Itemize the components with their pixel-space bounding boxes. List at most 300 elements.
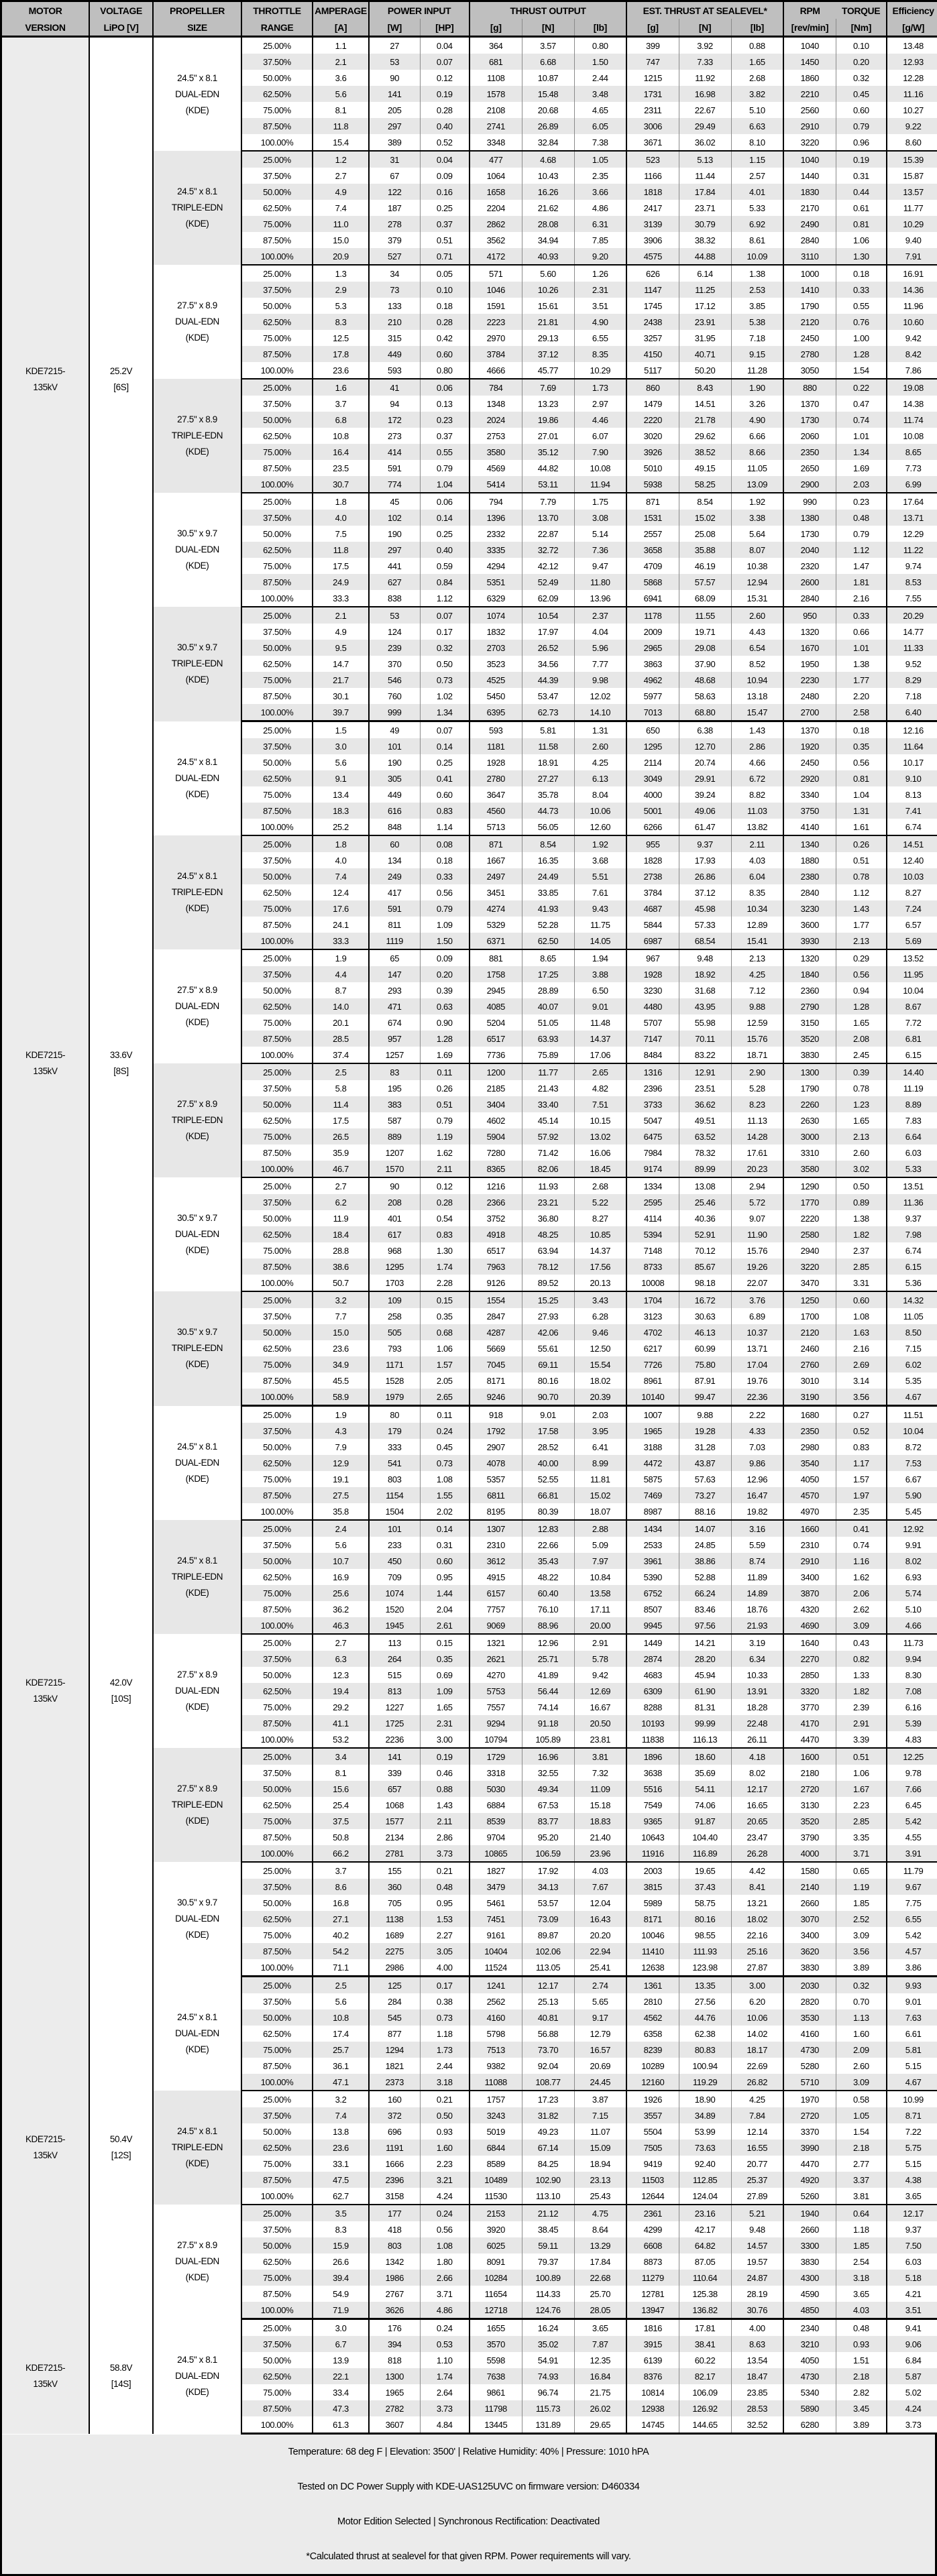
- header-propeller-sub: SIZE: [153, 19, 241, 37]
- cell-power-w: 813: [369, 1683, 420, 1699]
- cell-efficiency: 8.30: [887, 1667, 937, 1683]
- cell-efficiency: 8.65: [887, 444, 937, 460]
- cell-amperage: 5.6: [313, 1993, 369, 2009]
- cell-efficiency: 10.99: [887, 2091, 937, 2107]
- cell-thrust-n: 84.25: [522, 2156, 574, 2172]
- cell-power-w: 1821: [369, 2058, 420, 2074]
- cell-est-thrust-lb: 15.47: [731, 704, 783, 721]
- cell-torque: 2.69: [836, 1356, 887, 1372]
- cell-throttle: 50.00%: [241, 1439, 313, 1455]
- cell-rpm: 4050: [783, 1471, 836, 1487]
- cell-rpm: 4170: [783, 1715, 836, 1731]
- cell-est-thrust-n: 58.75: [679, 1895, 731, 1911]
- cell-throttle: 87.50%: [241, 688, 313, 704]
- cell-thrust-n: 49.34: [522, 1781, 574, 1797]
- cell-est-thrust-lb: 2.57: [731, 168, 783, 184]
- cell-power-hp: 1.19: [420, 1128, 470, 1145]
- cell-rpm: 2120: [783, 1324, 836, 1340]
- cell-est-thrust-g: 1828: [626, 852, 679, 868]
- cell-rpm: 4850: [783, 2302, 836, 2319]
- cell-thrust-lb: 6.13: [574, 770, 626, 786]
- cell-efficiency: 17.64: [887, 493, 937, 510]
- cell-rpm: 3400: [783, 1569, 836, 1585]
- cell-power-w: 179: [369, 1423, 420, 1439]
- cell-est-thrust-g: 5117: [626, 362, 679, 379]
- cell-est-thrust-lb: 12.96: [731, 1471, 783, 1487]
- cell-power-hp: 1.74: [420, 1258, 470, 1275]
- cell-est-thrust-g: 3638: [626, 1765, 679, 1781]
- cell-rpm: 5260: [783, 2188, 836, 2205]
- cell-torque: 1.57: [836, 1471, 887, 1487]
- cell-torque: 0.58: [836, 2091, 887, 2107]
- cell-est-thrust-g: 9174: [626, 1161, 679, 1177]
- cell-efficiency: 4.67: [887, 1389, 937, 1406]
- cell-throttle: 75.00%: [241, 672, 313, 688]
- cell-torque: 2.18: [836, 2368, 887, 2384]
- cell-rpm: 3600: [783, 917, 836, 933]
- cell-efficiency: 5.69: [887, 933, 937, 949]
- cell-power-w: 3626: [369, 2302, 420, 2319]
- cell-est-thrust-n: 31.68: [679, 982, 731, 998]
- cell-amperage: 5.6: [313, 754, 369, 770]
- cell-power-w: 195: [369, 1080, 420, 1096]
- header-rpm-unit: [rev/min]: [783, 19, 836, 37]
- cell-power-hp: 0.79: [420, 1112, 470, 1128]
- cell-thrust-g: 3523: [470, 656, 522, 672]
- cell-est-thrust-n: 45.94: [679, 1667, 731, 1683]
- cell-power-hp: 2.11: [420, 1161, 470, 1177]
- cell-power-hp: 0.95: [420, 1569, 470, 1585]
- cell-est-thrust-lb: 5.21: [731, 2205, 783, 2221]
- cell-power-w: 90: [369, 70, 420, 86]
- cell-efficiency: 8.27: [887, 884, 937, 900]
- cell-est-thrust-g: 12638: [626, 1959, 679, 1977]
- cell-efficiency: 13.51: [887, 1177, 937, 1194]
- cell-thrust-lb: 7.85: [574, 232, 626, 248]
- cell-efficiency: 6.61: [887, 2026, 937, 2042]
- cell-efficiency: 19.08: [887, 379, 937, 396]
- cell-throttle: 87.50%: [241, 1258, 313, 1275]
- cell-torque: 2.08: [836, 1031, 887, 1047]
- cell-amperage: 20.9: [313, 248, 369, 265]
- cell-est-thrust-lb: 4.25: [731, 2091, 783, 2107]
- cell-thrust-n: 37.12: [522, 346, 574, 362]
- cell-throttle: 50.00%: [241, 1553, 313, 1569]
- cell-est-thrust-g: 523: [626, 151, 679, 168]
- cell-thrust-n: 91.18: [522, 1715, 574, 1731]
- cell-est-thrust-lb: 9.07: [731, 1210, 783, 1226]
- cell-thrust-g: 1216: [470, 1177, 522, 1194]
- cell-efficiency: 16.91: [887, 265, 937, 282]
- cell-power-w: 394: [369, 2336, 420, 2352]
- cell-torque: 1.12: [836, 542, 887, 558]
- cell-torque: 0.32: [836, 1977, 887, 1994]
- cell-torque: 0.29: [836, 949, 887, 966]
- cell-power-w: 838: [369, 590, 420, 607]
- cell-est-thrust-lb: 25.37: [731, 2172, 783, 2188]
- cell-thrust-n: 44.82: [522, 460, 574, 476]
- cell-throttle: 87.50%: [241, 1829, 313, 1845]
- cell-est-thrust-lb: 12.14: [731, 2123, 783, 2140]
- cell-est-thrust-g: 8171: [626, 1911, 679, 1927]
- cell-power-hp: 0.25: [420, 200, 470, 216]
- cell-amperage: 8.1: [313, 102, 369, 118]
- cell-est-thrust-g: 12160: [626, 2074, 679, 2091]
- cell-rpm: 1950: [783, 656, 836, 672]
- cell-rpm: 2340: [783, 2319, 836, 2337]
- cell-efficiency: 15.87: [887, 168, 937, 184]
- cell-est-thrust-n: 53.99: [679, 2123, 731, 2140]
- cell-thrust-lb: 2.44: [574, 70, 626, 86]
- cell-power-hp: 0.35: [420, 1308, 470, 1324]
- cell-power-w: 591: [369, 460, 420, 476]
- cell-est-thrust-lb: 5.72: [731, 1194, 783, 1210]
- cell-power-hp: 0.68: [420, 1324, 470, 1340]
- cell-thrust-lb: 1.50: [574, 54, 626, 70]
- cell-thrust-lb: 4.03: [574, 1862, 626, 1879]
- cell-est-thrust-lb: 15.41: [731, 933, 783, 949]
- cell-thrust-lb: 16.67: [574, 1699, 626, 1715]
- cell-thrust-g: 1046: [470, 282, 522, 298]
- cell-throttle: 75.00%: [241, 102, 313, 118]
- cell-amperage: 1.2: [313, 151, 369, 168]
- header-throttle: THROTTLE: [241, 2, 313, 19]
- cell-amperage: 22.1: [313, 2368, 369, 2384]
- header-efficiency-unit: [g/W]: [887, 19, 937, 37]
- cell-power-w: 889: [369, 1128, 420, 1145]
- header-est-n-unit: [N]: [679, 19, 731, 37]
- cell-est-thrust-n: 60.22: [679, 2352, 731, 2368]
- cell-throttle: 25.00%: [241, 1177, 313, 1194]
- cell-power-hp: 0.25: [420, 526, 470, 542]
- cell-thrust-g: 7513: [470, 2042, 522, 2058]
- cell-thrust-lb: 3.68: [574, 852, 626, 868]
- cell-est-thrust-g: 3658: [626, 542, 679, 558]
- cell-thrust-lb: 25.70: [574, 2286, 626, 2302]
- cell-thrust-g: 1792: [470, 1423, 522, 1439]
- cell-torque: 1.18: [836, 2221, 887, 2237]
- cell-thrust-n: 131.89: [522, 2416, 574, 2434]
- cell-amperage: 6.7: [313, 2336, 369, 2352]
- cell-thrust-lb: 13.02: [574, 1128, 626, 1145]
- cell-amperage: 18.4: [313, 1226, 369, 1242]
- cell-amperage: 33.4: [313, 2384, 369, 2400]
- cell-est-thrust-n: 14.51: [679, 396, 731, 412]
- cell-est-thrust-lb: 8.66: [731, 444, 783, 460]
- cell-efficiency: 6.40: [887, 704, 937, 721]
- cell-power-hp: 0.90: [420, 1014, 470, 1031]
- cell-efficiency: 3.51: [887, 2302, 937, 2319]
- cell-power-w: 1504: [369, 1503, 420, 1520]
- cell-thrust-n: 20.68: [522, 102, 574, 118]
- cell-throttle: 87.50%: [241, 118, 313, 134]
- cell-throttle: 87.50%: [241, 2172, 313, 2188]
- cell-throttle: 37.50%: [241, 1765, 313, 1781]
- cell-power-hp: 0.35: [420, 1651, 470, 1667]
- cell-throttle: 87.50%: [241, 803, 313, 819]
- cell-est-thrust-lb: 22.07: [731, 1275, 783, 1291]
- cell-throttle: 50.00%: [241, 2352, 313, 2368]
- cell-torque: 1.28: [836, 998, 887, 1014]
- cell-thrust-n: 16.35: [522, 852, 574, 868]
- cell-est-thrust-n: 29.08: [679, 640, 731, 656]
- cell-power-w: 515: [369, 1667, 420, 1683]
- cell-thrust-n: 12.96: [522, 1634, 574, 1651]
- cell-power-hp: 1.08: [420, 2237, 470, 2253]
- cell-amperage: 41.1: [313, 1715, 369, 1731]
- cell-amperage: 1.1: [313, 37, 369, 54]
- cell-throttle: 37.50%: [241, 1194, 313, 1210]
- cell-efficiency: 10.60: [887, 314, 937, 330]
- cell-thrust-lb: 10.06: [574, 803, 626, 819]
- cell-est-thrust-g: 1479: [626, 396, 679, 412]
- cell-est-thrust-g: 6608: [626, 2237, 679, 2253]
- cell-power-w: 418: [369, 2221, 420, 2237]
- cell-est-thrust-lb: 9.88: [731, 998, 783, 1014]
- cell-est-thrust-n: 25.46: [679, 1194, 731, 1210]
- cell-power-w: 1342: [369, 2253, 420, 2270]
- cell-est-thrust-n: 30.63: [679, 1308, 731, 1324]
- cell-est-thrust-lb: 13.91: [731, 1683, 783, 1699]
- cell-power-hp: 1.62: [420, 1145, 470, 1161]
- cell-torque: 2.23: [836, 1797, 887, 1813]
- cell-efficiency: 11.95: [887, 966, 937, 982]
- cell-est-thrust-lb: 1.15: [731, 151, 783, 168]
- cell-thrust-g: 571: [470, 265, 522, 282]
- cell-rpm: 4690: [783, 1617, 836, 1634]
- cell-throttle: 25.00%: [241, 2205, 313, 2221]
- cell-est-thrust-n: 17.81: [679, 2319, 731, 2337]
- cell-thrust-g: 3570: [470, 2336, 522, 2352]
- cell-est-thrust-n: 15.02: [679, 510, 731, 526]
- data-row: [2, 1406, 937, 1423]
- cell-rpm: 3050: [783, 362, 836, 379]
- cell-power-hp: 0.14: [420, 510, 470, 526]
- cell-thrust-n: 10.54: [522, 607, 574, 624]
- cell-thrust-g: 4270: [470, 1667, 522, 1683]
- cell-thrust-g: 9704: [470, 1829, 522, 1845]
- cell-thrust-lb: 8.04: [574, 786, 626, 803]
- cell-thrust-g: 4294: [470, 558, 522, 574]
- cell-est-thrust-g: 871: [626, 493, 679, 510]
- cell-thrust-lb: 9.01: [574, 998, 626, 1014]
- cell-thrust-lb: 7.36: [574, 542, 626, 558]
- cell-est-thrust-g: 1215: [626, 70, 679, 86]
- cell-throttle: 62.50%: [241, 428, 313, 444]
- cell-est-thrust-lb: 30.76: [731, 2302, 783, 2319]
- cell-power-w: 27: [369, 37, 420, 54]
- cell-power-w: 1138: [369, 1911, 420, 1927]
- cell-est-thrust-g: 9365: [626, 1813, 679, 1829]
- cell-thrust-n: 26.52: [522, 640, 574, 656]
- cell-throttle: 100.00%: [241, 1731, 313, 1748]
- cell-thrust-lb: 12.60: [574, 819, 626, 835]
- cell-amperage: 3.5: [313, 2205, 369, 2221]
- cell-efficiency: 12.28: [887, 70, 937, 86]
- cell-rpm: 1840: [783, 966, 836, 982]
- cell-power-hp: 2.86: [420, 1829, 470, 1845]
- cell-thrust-lb: 18.83: [574, 1813, 626, 1829]
- cell-torque: 3.35: [836, 1829, 887, 1845]
- footer-test-equipment: Tested on DC Power Supply with KDE-UAS125UVC on firmware version: D460334: [297, 2481, 640, 2492]
- cell-efficiency: 5.90: [887, 1487, 937, 1503]
- cell-amperage: 30.1: [313, 688, 369, 704]
- cell-power-w: 210: [369, 314, 420, 330]
- cell-power-w: 1945: [369, 1617, 420, 1634]
- cell-efficiency: 8.71: [887, 2107, 937, 2123]
- cell-est-thrust-n: 23.51: [679, 1080, 731, 1096]
- cell-torque: 3.09: [836, 1617, 887, 1634]
- cell-throttle: 87.50%: [241, 2400, 313, 2416]
- cell-throttle: 87.50%: [241, 574, 313, 590]
- cell-rpm: 2660: [783, 2221, 836, 2237]
- cell-efficiency: 12.17: [887, 2205, 937, 2221]
- cell-throttle: 50.00%: [241, 2009, 313, 2026]
- cell-rpm: 1730: [783, 412, 836, 428]
- cell-thrust-n: 44.39: [522, 672, 574, 688]
- cell-est-thrust-lb: 18.47: [731, 2368, 783, 2384]
- cell-est-thrust-g: 1334: [626, 1177, 679, 1194]
- cell-torque: 0.26: [836, 835, 887, 852]
- cell-est-thrust-lb: 20.65: [731, 1813, 783, 1829]
- cell-est-thrust-lb: 1.92: [731, 493, 783, 510]
- cell-rpm: 2660: [783, 1895, 836, 1911]
- cell-torque: 3.31: [836, 1275, 887, 1291]
- cell-power-w: 1703: [369, 1275, 420, 1291]
- cell-thrust-g: 8195: [470, 1503, 522, 1520]
- cell-power-hp: 0.73: [420, 672, 470, 688]
- cell-est-thrust-lb: 2.13: [731, 949, 783, 966]
- cell-power-hp: 0.71: [420, 248, 470, 265]
- cell-thrust-n: 32.72: [522, 542, 574, 558]
- cell-thrust-n: 102.06: [522, 1943, 574, 1959]
- cell-thrust-lb: 25.41: [574, 1959, 626, 1977]
- cell-power-hp: 3.73: [420, 2400, 470, 2416]
- cell-thrust-n: 34.13: [522, 1879, 574, 1895]
- cell-power-w: 133: [369, 298, 420, 314]
- cell-torque: 1.05: [836, 2107, 887, 2123]
- cell-est-thrust-n: 70.11: [679, 1031, 731, 1047]
- cell-efficiency: 15.39: [887, 151, 937, 168]
- cell-thrust-n: 52.49: [522, 574, 574, 590]
- cell-est-thrust-g: 4702: [626, 1324, 679, 1340]
- cell-amperage: 24.9: [313, 574, 369, 590]
- cell-thrust-g: 5753: [470, 1683, 522, 1699]
- cell-power-hp: 2.04: [420, 1601, 470, 1617]
- cell-rpm: 950: [783, 607, 836, 624]
- cell-est-thrust-n: 126.92: [679, 2400, 731, 2416]
- propeller-size-cell: 27.5" x 8.9 TRIPLE-EDN (KDE): [153, 1748, 241, 1862]
- cell-power-hp: 3.05: [420, 1943, 470, 1959]
- cell-torque: 0.70: [836, 1993, 887, 2009]
- cell-thrust-lb: 7.77: [574, 656, 626, 672]
- cell-thrust-g: 6517: [470, 1031, 522, 1047]
- cell-est-thrust-lb: 23.47: [731, 1829, 783, 1845]
- cell-efficiency: 7.72: [887, 1014, 937, 1031]
- cell-torque: 3.09: [836, 2074, 887, 2091]
- cell-est-thrust-lb: 17.04: [731, 1356, 783, 1372]
- cell-est-thrust-n: 9.37: [679, 835, 731, 852]
- cell-est-thrust-lb: 13.54: [731, 2352, 783, 2368]
- cell-est-thrust-lb: 18.02: [731, 1911, 783, 1927]
- cell-torque: 0.79: [836, 526, 887, 542]
- cell-amperage: 47.5: [313, 2172, 369, 2188]
- cell-thrust-g: 3580: [470, 444, 522, 460]
- cell-efficiency: 8.13: [887, 786, 937, 803]
- cell-est-thrust-n: 123.98: [679, 1959, 731, 1977]
- cell-efficiency: 9.52: [887, 656, 937, 672]
- cell-power-w: 124: [369, 624, 420, 640]
- cell-thrust-n: 76.10: [522, 1601, 574, 1617]
- cell-thrust-g: 1591: [470, 298, 522, 314]
- cell-thrust-lb: 4.25: [574, 754, 626, 770]
- cell-est-thrust-lb: 19.26: [731, 1258, 783, 1275]
- cell-throttle: 37.50%: [241, 396, 313, 412]
- data-row: [2, 2319, 937, 2337]
- cell-thrust-g: 1307: [470, 1520, 522, 1537]
- cell-efficiency: 3.65: [887, 2188, 937, 2205]
- cell-power-w: 709: [369, 1569, 420, 1585]
- cell-power-hp: 3.21: [420, 2172, 470, 2188]
- cell-power-hp: 3.00: [420, 1731, 470, 1748]
- cell-power-w: 848: [369, 819, 420, 835]
- cell-est-thrust-g: 3049: [626, 770, 679, 786]
- cell-thrust-n: 42.06: [522, 1324, 574, 1340]
- cell-est-thrust-g: 1926: [626, 2091, 679, 2107]
- cell-est-thrust-g: 3733: [626, 1096, 679, 1112]
- cell-thrust-lb: 16.43: [574, 1911, 626, 1927]
- cell-torque: 1.54: [836, 2123, 887, 2140]
- cell-power-hp: 0.28: [420, 1194, 470, 1210]
- cell-thrust-lb: 14.10: [574, 704, 626, 721]
- cell-amperage: 14.7: [313, 656, 369, 672]
- cell-rpm: 2650: [783, 460, 836, 476]
- cell-rpm: 4160: [783, 2026, 836, 2042]
- cell-throttle: 100.00%: [241, 2074, 313, 2091]
- cell-torque: 3.89: [836, 1959, 887, 1977]
- cell-thrust-lb: 6.28: [574, 1308, 626, 1324]
- cell-thrust-lb: 15.18: [574, 1797, 626, 1813]
- cell-throttle: 100.00%: [241, 1959, 313, 1977]
- cell-power-hp: 0.60: [420, 1553, 470, 1569]
- cell-rpm: 3130: [783, 1797, 836, 1813]
- cell-est-thrust-n: 12.70: [679, 738, 731, 754]
- header-row-2: [2, 19, 937, 37]
- cell-torque: 0.66: [836, 624, 887, 640]
- cell-torque: 1.65: [836, 1112, 887, 1128]
- cell-est-thrust-n: 144.65: [679, 2416, 731, 2434]
- cell-throttle: 37.50%: [241, 2221, 313, 2237]
- cell-power-w: 297: [369, 118, 420, 134]
- cell-amperage: 14.0: [313, 998, 369, 1014]
- cell-thrust-lb: 20.69: [574, 2058, 626, 2074]
- cell-amperage: 61.3: [313, 2416, 369, 2434]
- cell-power-hp: 0.08: [420, 835, 470, 852]
- cell-est-thrust-n: 11.44: [679, 168, 731, 184]
- cell-est-thrust-lb: 9.48: [731, 2221, 783, 2237]
- cell-est-thrust-lb: 10.34: [731, 900, 783, 917]
- cell-thrust-g: 10404: [470, 1943, 522, 1959]
- cell-thrust-n: 34.94: [522, 232, 574, 248]
- cell-est-thrust-n: 43.95: [679, 998, 731, 1014]
- cell-est-thrust-n: 49.15: [679, 460, 731, 476]
- cell-thrust-lb: 14.37: [574, 1242, 626, 1258]
- cell-thrust-lb: 13.96: [574, 590, 626, 607]
- cell-torque: 0.23: [836, 493, 887, 510]
- cell-est-thrust-g: 4575: [626, 248, 679, 265]
- cell-est-thrust-n: 124.04: [679, 2188, 731, 2205]
- cell-thrust-g: 6329: [470, 590, 522, 607]
